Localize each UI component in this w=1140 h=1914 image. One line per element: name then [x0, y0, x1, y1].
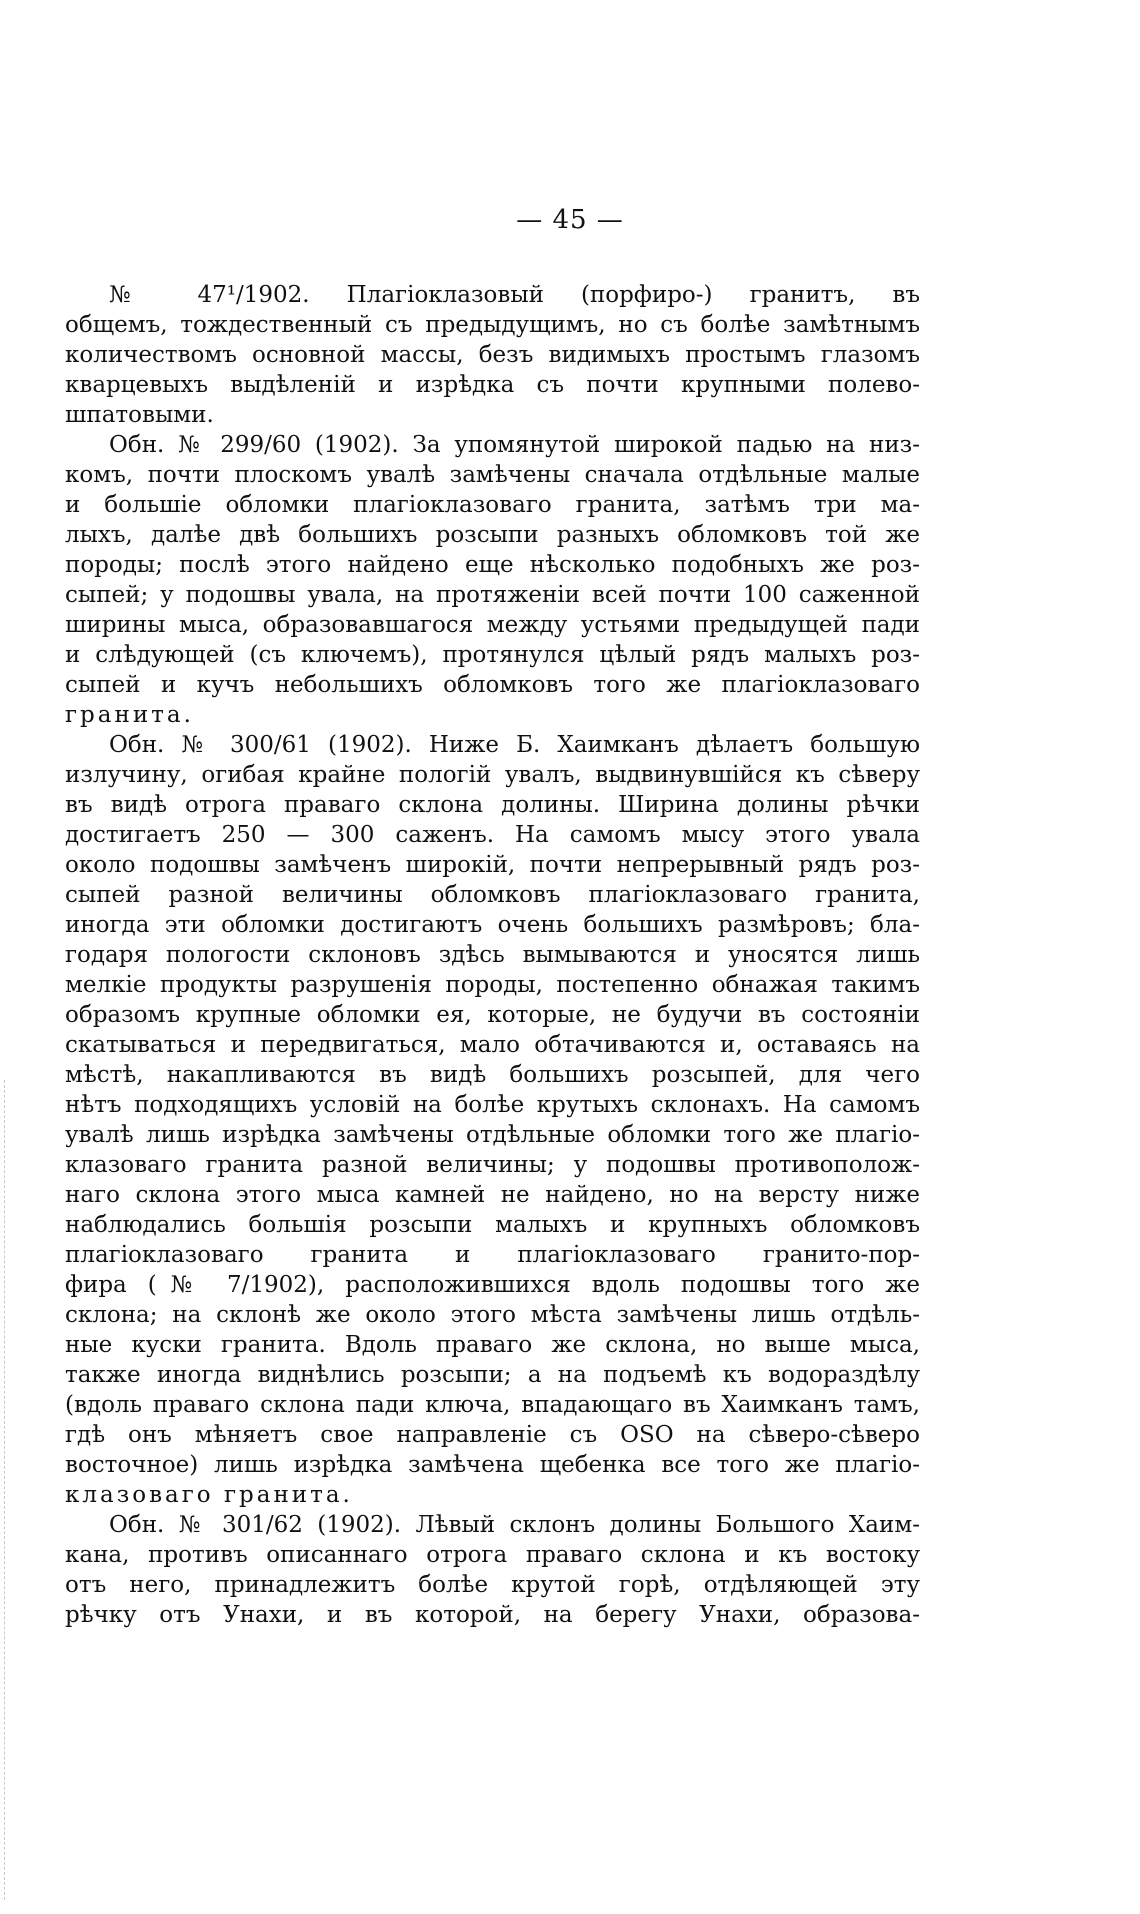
- text-line: скатываться и передвигаться, мало обтачиваются и, оставаясь на: [65, 1032, 920, 1058]
- text-line: лыхъ, далѣе двѣ большихъ розсыпи разныхъ обломковъ той же: [65, 522, 920, 548]
- paragraph-4: [65, 1510, 920, 1630]
- text-line: и слѣдующей (съ ключемъ), протянулся цѣлый рядъ малыхъ роз-: [65, 642, 920, 668]
- paragraph-1: [65, 280, 920, 430]
- body-text: [65, 280, 920, 1630]
- text-line: иногда эти обломки достигаютъ очень большихъ размѣровъ; бла-: [65, 912, 920, 938]
- text-line: комъ, почти плоскомъ увалѣ замѣчены сначала отдѣльные малые: [65, 462, 920, 488]
- text-line: также иногда виднѣлись розсыпи; а на подъемѣ къ водораздѣлу: [65, 1362, 920, 1388]
- text-line: ширины мыса, образовавшагося между устьями предыдущей пади: [65, 612, 920, 638]
- paragraph-3: [65, 730, 920, 1510]
- text-line: рѣчку отъ Унахи, и въ которой, на берегу Унахи, образова-: [65, 1602, 920, 1628]
- text-line: № 47¹/1902. Плагіоклазовый (порфиро-) гранитъ, въ: [109, 282, 920, 308]
- text-line: плагіоклазоваго гранита и плагіоклазоваго гранито-пор-: [65, 1242, 920, 1268]
- text-line: породы; послѣ этого найдено еще нѣсколько подобныхъ же роз-: [65, 552, 920, 578]
- text-line: образомъ крупные обломки ея, которые, не будучи въ состояніи: [65, 1002, 920, 1028]
- text-line: склона; на склонѣ же около этого мѣста замѣчены лишь отдѣль-: [65, 1302, 920, 1328]
- text-line: сыпей; у подошвы увала, на протяженіи всей почти 100 саженной: [65, 582, 920, 608]
- text-line: общемъ, тождественный съ предыдущимъ, но съ болѣе замѣтнымъ: [65, 312, 920, 338]
- scan-edge-marks: [4, 1080, 7, 1900]
- text-line: Обн. № 299/60 (1902). За упомянутой широкой падью на низ-: [109, 432, 920, 458]
- text-line: фира (№ 7/1902), расположившихся вдоль подошвы того же: [65, 1272, 920, 1298]
- text-line: достигаетъ 250 — 300 саженъ. На самомъ мысу этого увала: [65, 822, 920, 848]
- text-line: кана, противъ описаннаго отрога праваго склона и къ востоку: [65, 1542, 920, 1568]
- text-line: нѣтъ подходящихъ условій на болѣе крутыхъ склонахъ. На самомъ: [65, 1092, 920, 1118]
- text-line: шпатовыми.: [65, 402, 214, 428]
- text-line: ные куски гранита. Вдоль праваго же склона, но выше мыса,: [65, 1332, 920, 1358]
- text-line: гдѣ онъ мѣняетъ свое направленіе съ OSO на сѣверо-сѣверо: [65, 1422, 920, 1448]
- text-line: увалѣ лишь изрѣдка замѣчены отдѣльные обломки того же плагіо-: [65, 1122, 920, 1148]
- text-line: кварцевыхъ выдѣленій и изрѣдка съ почти крупными полево-: [65, 372, 920, 398]
- text-line: клазоваго гранита.: [65, 1482, 353, 1508]
- text-line: гранита.: [65, 702, 194, 728]
- text-line: въ видѣ отрога праваго склона долины. Ширина долины рѣчки: [65, 792, 920, 818]
- text-line: годаря пологости склоновъ здѣсь вымываются и уносятся лишь: [65, 942, 920, 968]
- text-line: Обн. № 300/61 (1902). Ниже Б. Хаимканъ дѣлаетъ большую: [109, 732, 920, 758]
- text-line: отъ него, принадлежитъ болѣе крутой горѣ, отдѣляющей эту: [65, 1572, 920, 1598]
- text-line: Обн. № 301/62 (1902). Лѣвый склонъ долины Большого Хаим-: [109, 1512, 920, 1538]
- text-line: мѣстѣ, накапливаются въ видѣ большихъ розсыпей, для чего: [65, 1062, 920, 1088]
- text-line: наблюдались большія розсыпи малыхъ и крупныхъ обломковъ: [65, 1212, 920, 1238]
- text-line: восточное) лишь изрѣдка замѣчена щебенка все того же плагіо-: [65, 1452, 920, 1478]
- text-line: и большіе обломки плагіоклазоваго гранита, затѣмъ три ма-: [65, 492, 920, 518]
- text-line: сыпей разной величины обломковъ плагіоклазоваго гранита,: [65, 882, 920, 908]
- text-line: (вдоль праваго склона пади ключа, впадающаго въ Хаимканъ тамъ,: [65, 1392, 920, 1418]
- text-line: сыпей и кучъ небольшихъ обломковъ того же плагіоклазоваго: [65, 672, 920, 698]
- paragraph-2: [65, 430, 920, 730]
- text-line: клазоваго гранита разной величины; у подошвы противополож-: [65, 1152, 920, 1178]
- text-line: около подошвы замѣченъ широкій, почти непрерывный рядъ роз-: [65, 852, 920, 878]
- text-line: мелкіе продукты разрушенія породы, постепенно обнажая такимъ: [65, 972, 920, 998]
- text-line: наго склона этого мыса камней не найдено, но на версту ниже: [65, 1182, 920, 1208]
- page-number: — 45 —: [516, 205, 624, 235]
- text-line: излучину, огибая крайне пологій увалъ, выдвинувшійся къ сѣверу: [65, 762, 920, 788]
- text-line: количествомъ основной массы, безъ видимыхъ простымъ глазомъ: [65, 342, 920, 368]
